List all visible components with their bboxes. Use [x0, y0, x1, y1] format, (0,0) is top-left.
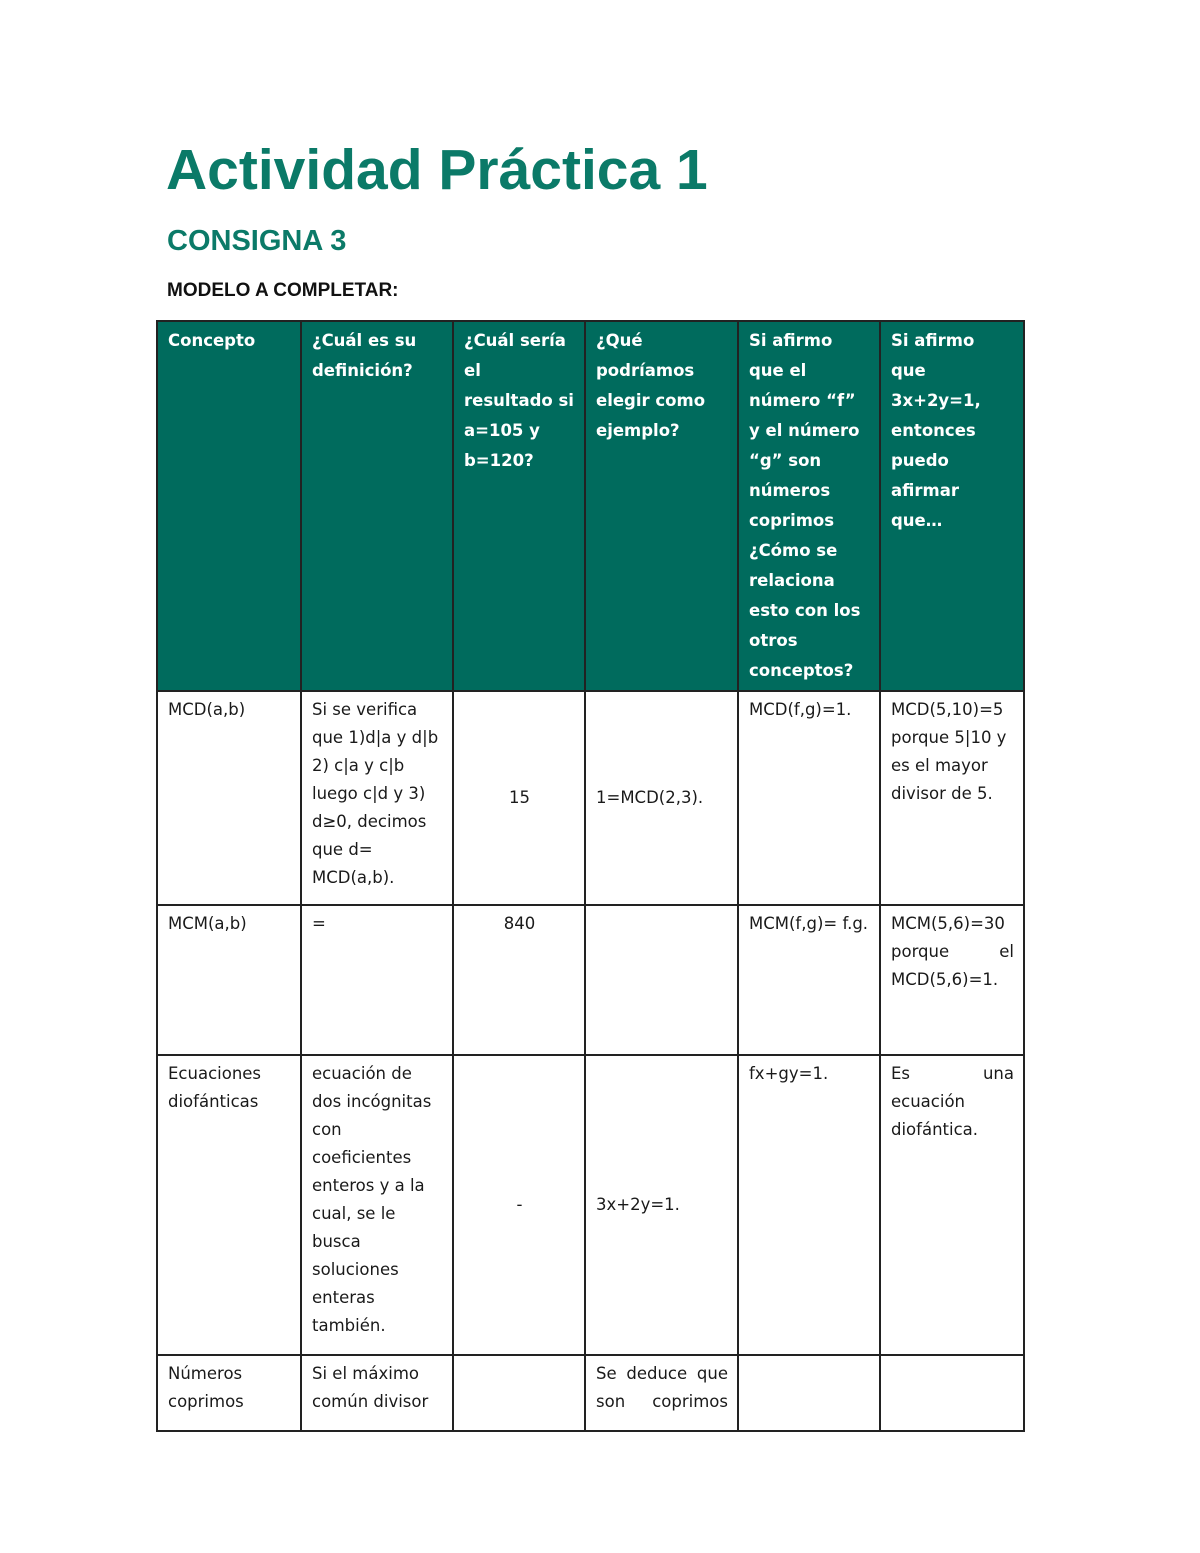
cell-definition: Si se verifica que 1)d|a y d|b 2) c|a y c|b luego c|d y 3) d≥0, decimos que d= MCD(a,b).	[301, 691, 453, 905]
cell-concept: Números coprimos	[157, 1355, 301, 1431]
cell-result	[453, 1355, 585, 1431]
cell-definition: Si el máximo común divisor	[301, 1355, 453, 1431]
table-row	[157, 905, 1024, 1055]
cell-definition: =	[301, 905, 453, 1055]
cell-coprime-relation: fx+gy=1.	[738, 1055, 880, 1355]
cell-concept: MCD(a,b)	[157, 691, 301, 905]
cell-result: 15	[453, 691, 585, 905]
cell-equation-claim: MCM(5,6)=30 porque el MCD(5,6)=1.	[880, 905, 1024, 1055]
page-title: Actividad Práctica 1	[166, 138, 708, 202]
cell-coprime-relation	[738, 1355, 880, 1431]
cell-concept: Ecuaciones diofánticas	[157, 1055, 301, 1355]
table-row	[157, 1055, 1024, 1355]
cell-example: Se deduce que son coprimos	[585, 1355, 738, 1431]
header-equation-claim: Si afirmo que 3x+2y=1, entonces puedo afirmar que…	[880, 321, 1024, 691]
cell-result: 840	[453, 905, 585, 1055]
header-result: ¿Cuál sería el resultado si a=105 y b=120?	[453, 321, 585, 691]
cell-example	[585, 905, 738, 1055]
section-title: CONSIGNA 3	[167, 225, 347, 257]
model-subheading: MODELO A COMPLETAR:	[167, 280, 399, 301]
table-row	[157, 1355, 1024, 1431]
cell-equation-claim	[880, 1355, 1024, 1431]
cell-equation-claim: Es una ecuación diofántica.	[880, 1055, 1024, 1355]
header-coprime-relation: Si afirmo que el número “f” y el número “g” son números coprimos ¿Cómo se relaciona esto con los otros conceptos?	[738, 321, 880, 691]
header-concept: Concepto	[157, 321, 301, 691]
cell-equation-claim: MCD(5,10)=5 porque 5|10 y es el mayor divisor de 5.	[880, 691, 1024, 905]
cell-example: 3x+2y=1.	[585, 1055, 738, 1355]
model-table	[156, 320, 1025, 1432]
header-definition: ¿Cuál es su definición?	[301, 321, 453, 691]
cell-concept: MCM(a,b)	[157, 905, 301, 1055]
header-example: ¿Qué podríamos elegir como ejemplo?	[585, 321, 738, 691]
cell-coprime-relation: MCD(f,g)=1.	[738, 691, 880, 905]
cell-example: 1=MCD(2,3).	[585, 691, 738, 905]
table-header-row	[157, 321, 1024, 691]
cell-coprime-relation: MCM(f,g)= f.g.	[738, 905, 880, 1055]
cell-definition: ecuación de dos incógnitas con coeficientes enteros y a la cual, se le busca soluciones enteras también.	[301, 1055, 453, 1355]
cell-result: -	[453, 1055, 585, 1355]
table-row	[157, 691, 1024, 905]
